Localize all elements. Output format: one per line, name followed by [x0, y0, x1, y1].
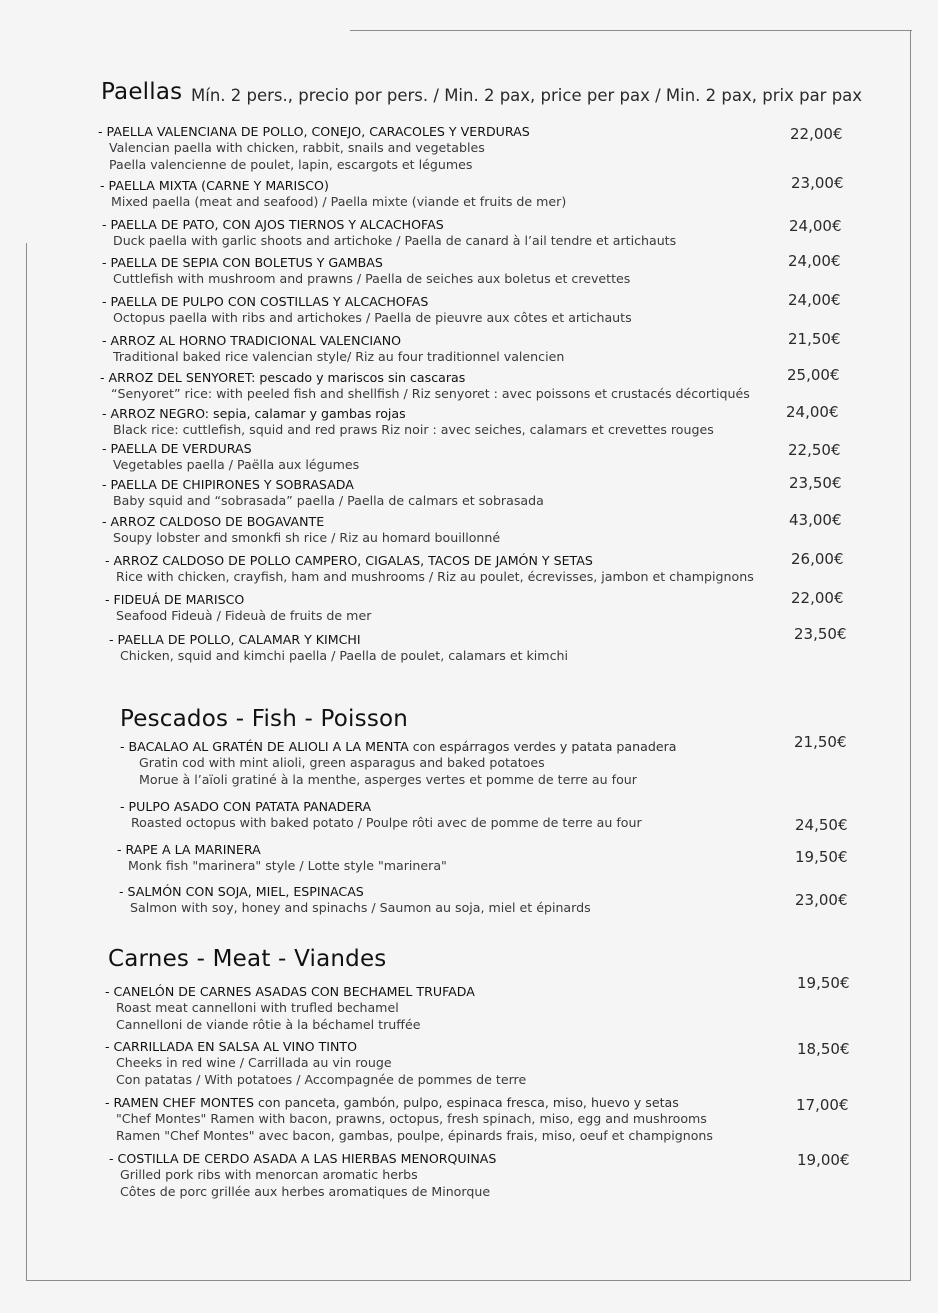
item-name: - ARROZ CALDOSO DE POLLO CAMPERO, CIGALAS, TACOS DE JAMÓN Y SETAS — [105, 553, 593, 568]
item-name: - PAELLA DE CHIPIRONES Y SOBRASADA — [102, 477, 354, 492]
item-name: - ARROZ AL HORNO TRADICIONAL VALENCIANO — [102, 333, 402, 348]
item-name: - PAELLA MIXTA (CARNE Y MARISCO) — [100, 178, 329, 193]
item-name — [105, 1094, 713, 1111]
section-title-pescados: Pescados - Fish - Poisson — [120, 706, 409, 732]
menu-item — [102, 332, 564, 366]
menu-item — [105, 1038, 526, 1088]
menu-item — [102, 216, 676, 250]
item-name: - FIDEUÁ DE MARISCO — [105, 592, 245, 607]
menu-item — [120, 738, 676, 788]
item-price: 19,50€ — [795, 848, 848, 866]
menu-item — [102, 476, 544, 510]
item-desc: Cheeks in red wine / Carrillada au vin rouge — [116, 1055, 392, 1070]
item-price: 25,00€ — [787, 366, 840, 384]
item-desc: Morue à l’aïoli gratiné à la menthe, asperges vertes et pomme de terre au four — [131, 771, 637, 787]
item-desc: Ramen "Chef Montes" avec bacon, gambas, poulpe, épinards frais, miso, oeuf et champignons — [116, 1127, 713, 1143]
item-price: 43,00€ — [789, 511, 842, 529]
item-price: 18,50€ — [797, 1040, 850, 1058]
item-name: - CARRILLADA EN SALSA AL VINO TINTO — [105, 1039, 358, 1054]
item-price: 19,00€ — [797, 1151, 850, 1169]
item-desc: "Chef Montes" Ramen with bacon, prawns, octopus, fresh spinach, miso, egg and mushrooms — [116, 1111, 707, 1126]
item-price: 22,00€ — [791, 589, 844, 607]
item-name-extra: con espárragos verdes y patata panadera — [408, 739, 677, 754]
item-name-extra: con panceta, gambón, pulpo, espinaca fresca, miso, huevo y setas — [253, 1095, 679, 1110]
item-price: 24,00€ — [788, 252, 841, 270]
item-price: 17,00€ — [796, 1096, 849, 1114]
item-price: 23,00€ — [795, 891, 848, 909]
section-title-paellas: Paellas — [101, 79, 183, 105]
item-desc: Gratin cod with mint alioli, green asparagus and baked potatoes — [131, 755, 545, 770]
menu-item — [102, 513, 500, 547]
menu-item — [119, 883, 591, 917]
item-desc: Monk fish "marinera" style / Lotte style "marinera" — [128, 858, 447, 873]
item-desc: Côtes de porc grillée aux herbes aromatiques de Minorque — [120, 1183, 491, 1199]
item-desc: Octopus paella with ribs and artichokes / Paella de pieuvre aux côtes et artichauts — [113, 310, 632, 325]
menu-item — [105, 591, 371, 625]
item-price: 23,00€ — [791, 174, 844, 192]
menu-item — [105, 983, 475, 1033]
menu-item — [100, 369, 750, 403]
frame-line-top — [350, 30, 912, 31]
item-name: - ARROZ CALDOSO DE BOGAVANTE — [102, 514, 325, 529]
item-desc: Roast meat cannelloni with trufled bechamel — [116, 1000, 399, 1015]
frame-line-bottom — [26, 1280, 911, 1281]
item-name: - PAELLA DE SEPIA CON BOLETUS Y GAMBAS — [102, 255, 383, 270]
menu-item — [102, 405, 714, 439]
menu-item — [98, 123, 530, 173]
item-desc: Vegetables paella / Paëlla aux légumes — [113, 457, 360, 472]
item-name: - PULPO ASADO CON PATATA PANADERA — [120, 799, 372, 814]
item-name: - PAELLA DE PULPO CON COSTILLAS Y ALCACHOFAS — [102, 294, 429, 309]
item-desc: Black rice: cuttlefish, squid and red praws Riz noir : avec seiches, calamars et crevettes rouges — [113, 422, 714, 437]
item-price: 24,00€ — [788, 291, 841, 309]
item-name: - CANELÓN DE CARNES ASADAS CON BECHAMEL TRUFADA — [105, 984, 475, 999]
item-desc: Seafood Fideuà / Fideuà de fruits de mer — [116, 608, 372, 623]
menu-item — [105, 1094, 713, 1144]
item-price: 23,50€ — [789, 474, 842, 492]
item-price: 21,50€ — [788, 330, 841, 348]
item-price: 24,50€ — [795, 816, 848, 834]
item-desc: Roasted octopus with baked potato / Poulpe rôti avec de pomme de terre au four — [131, 815, 642, 830]
item-desc: Cuttlefish with mushroom and prawns / Paella de seiches aux boletus et crevettes — [113, 271, 631, 286]
item-name-main: - RAMEN CHEF MONTES — [105, 1095, 254, 1110]
item-name: - ARROZ DEL SENYORET: pescado y mariscos sin cascaras — [100, 370, 466, 385]
item-price: 23,50€ — [794, 625, 847, 643]
item-price: 24,00€ — [789, 217, 842, 235]
menu-item — [109, 631, 568, 665]
item-price: 22,00€ — [790, 125, 843, 143]
frame-line-left — [26, 243, 27, 1281]
menu-item — [117, 841, 447, 875]
item-desc: Cannelloni de viande rôtie à la béchamel truffée — [116, 1016, 421, 1032]
menu-item — [120, 798, 642, 832]
menu-item — [100, 177, 566, 211]
item-desc: Valencian paella with chicken, rabbit, snails and vegetables — [109, 140, 485, 155]
item-desc: Soupy lobster and smonkfi sh rice / Riz au homard bouillonné — [113, 530, 501, 545]
item-price: 21,50€ — [794, 733, 847, 751]
item-price: 19,50€ — [797, 974, 850, 992]
menu-item — [102, 293, 632, 327]
item-price: 22,50€ — [788, 441, 841, 459]
menu-item — [109, 1150, 496, 1200]
item-name: - COSTILLA DE CERDO ASADA A LAS HIERBAS MENORQUINAS — [109, 1151, 497, 1166]
menu-item — [105, 552, 754, 586]
item-desc: Paella valencienne de poulet, lapin, escargots et légumes — [109, 156, 473, 172]
item-desc: Chicken, squid and kimchi paella / Paella de poulet, calamars et kimchi — [120, 648, 568, 663]
item-desc: “Senyoret” rice: with peeled fish and shellfish / Riz senyoret : avec poissons et crustacés décortiqués — [111, 386, 750, 401]
item-desc: Grilled pork ribs with menorcan aromatic herbs — [120, 1167, 418, 1182]
item-name: - PAELLA DE POLLO, CALAMAR Y KIMCHI — [109, 632, 361, 647]
item-desc: Salmon with soy, honey and spinachs / Saumon au soja, miel et épinards — [130, 900, 591, 915]
section-title-carnes: Carnes - Meat - Viandes — [108, 946, 387, 972]
item-desc: Traditional baked rice valencian style/ Riz au four traditionnel valencien — [113, 349, 565, 364]
item-price: 24,00€ — [786, 403, 839, 421]
item-desc: Rice with chicken, crayfish, ham and mushrooms / Riz au poulet, écrevisses, jambon et champignons — [116, 569, 754, 584]
item-name: - PAELLA DE VERDURAS — [102, 441, 252, 456]
menu-item — [102, 254, 630, 288]
item-name: - RAPE A LA MARINERA — [117, 842, 261, 857]
item-desc: Mixed paella (meat and seafood) / Paella mixte (viande et fruits de mer) — [111, 194, 567, 209]
item-name: - ARROZ NEGRO: sepia, calamar y gambas rojas — [102, 406, 406, 421]
item-desc: Duck paella with garlic shoots and artichoke / Paella de canard à l’ail tendre et artichauts — [113, 233, 677, 248]
section-subtitle-paellas: Mín. 2 pers., precio por pers. / Min. 2 pax, price per pax / Min. 2 pax, prix par pax — [191, 86, 863, 105]
item-name: - SALMÓN CON SOJA, MIEL, ESPINACAS — [119, 884, 364, 899]
item-desc: Con patatas / With potatoes / Accompagnée de pommes de terre — [116, 1071, 527, 1087]
frame-line-right — [910, 30, 911, 1280]
item-name: - PAELLA DE PATO, CON AJOS TIERNOS Y ALCACHOFAS — [102, 217, 444, 232]
item-name: - PAELLA VALENCIANA DE POLLO, CONEJO, CARACOLES Y VERDURAS — [98, 124, 530, 139]
menu-item — [102, 440, 359, 474]
item-name — [120, 738, 676, 755]
item-name-main: - BACALAO AL GRATÉN DE ALIOLI A LA MENTA — [120, 739, 409, 754]
item-price: 26,00€ — [791, 550, 844, 568]
item-desc: Baby squid and “sobrasada” paella / Paella de calmars et sobrasada — [113, 493, 544, 508]
